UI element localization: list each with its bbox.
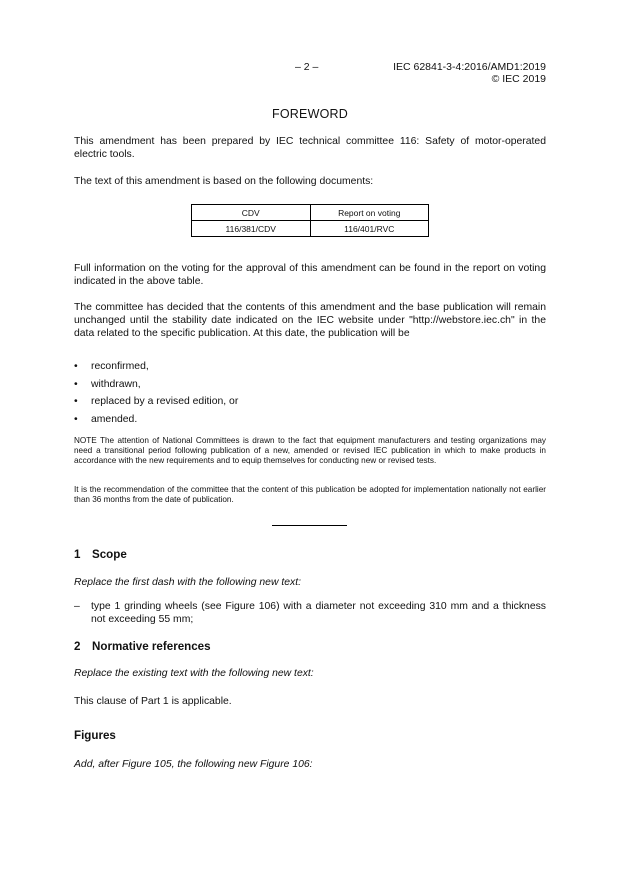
bullet-item — [74, 379, 546, 392]
foreword-title: FOREWORD — [272, 107, 348, 121]
recommendation-paragraph: It is the recommendation of the committee that the content of this publication be adopted for implementation nationally not earlier than 36 months from the date of publication. — [74, 485, 546, 505]
section-heading-scope — [74, 548, 127, 561]
bullet-item — [74, 361, 546, 374]
normative-references-text: This clause of Part 1 is applicable. — [74, 696, 232, 707]
section-number: 2 — [74, 640, 81, 653]
foreword-based-on: The text of this amendment is based on the following documents: — [74, 176, 374, 187]
normative-references-instruction: Replace the existing text with the following new text: — [74, 668, 314, 679]
full-information-paragraph: Full information on the voting for the approval of this amendment can be found in the report on voting indicated in the above table. — [74, 263, 546, 287]
document-id: IEC 62841-3-4:2016/AMD1:2019 — [393, 61, 546, 73]
dash-item-text: type 1 grinding wheels (see Figure 106) with a diameter not exceeding 310 mm and a thickness not exceeding 55 mm; — [91, 601, 546, 625]
scope-instruction: Replace the first dash with the following new text: — [74, 577, 301, 588]
bullet-text: withdrawn, — [91, 379, 141, 390]
bullet-marker: • — [74, 414, 78, 425]
figures-instruction: Add, after Figure 105, the following new Figure 106: — [74, 759, 313, 770]
voting-documents-table — [191, 204, 429, 237]
committee-paragraph: The committee has decided that the contents of this amendment and the base publication will remain unchanged until the stability date indicated on the IEC website under "http://webstore.iec.ch" in the data related to the specific publication. At this date, the publication will be — [74, 302, 546, 339]
bullet-marker: • — [74, 396, 78, 407]
section-number: 1 — [74, 548, 81, 561]
page-number: – 2 – — [295, 61, 319, 73]
section-heading-normative-references — [74, 640, 211, 653]
dash-marker: – — [74, 601, 80, 612]
bullet-marker: • — [74, 379, 78, 390]
section-heading-figures: Figures — [74, 729, 116, 742]
scope-dash-item — [74, 601, 546, 627]
bullet-text: amended. — [91, 414, 138, 425]
table-header-cell: Report on voting — [310, 205, 429, 221]
bullet-item — [74, 396, 546, 409]
separator-line — [272, 525, 347, 526]
section-title: Normative references — [92, 640, 211, 653]
table-cell: 116/381/CDV — [192, 221, 311, 237]
bullet-item — [74, 414, 546, 427]
note-paragraph: NOTE The attention of National Committees is drawn to the fact that equipment manufacturers and testing organizations may need a transitional period following publication of a new, amended or revised IEC publication in which to make products in accordance with the new requirements and to equip themselves for conducting new or revised tests. — [74, 436, 546, 466]
table-header-row — [192, 205, 429, 221]
bullet-marker: • — [74, 361, 78, 372]
bullet-text: replaced by a revised edition, or — [91, 396, 239, 407]
section-title: Scope — [92, 548, 127, 561]
table-cell: 116/401/RVC — [310, 221, 429, 237]
table-header-cell: CDV — [192, 205, 311, 221]
foreword-intro: This amendment has been prepared by IEC technical committee 116: Safety of motor-operated electric tools. — [74, 136, 546, 160]
table-row — [192, 221, 429, 237]
bullet-text: reconfirmed, — [91, 361, 149, 372]
copyright-notice: © IEC 2019 — [491, 73, 546, 85]
